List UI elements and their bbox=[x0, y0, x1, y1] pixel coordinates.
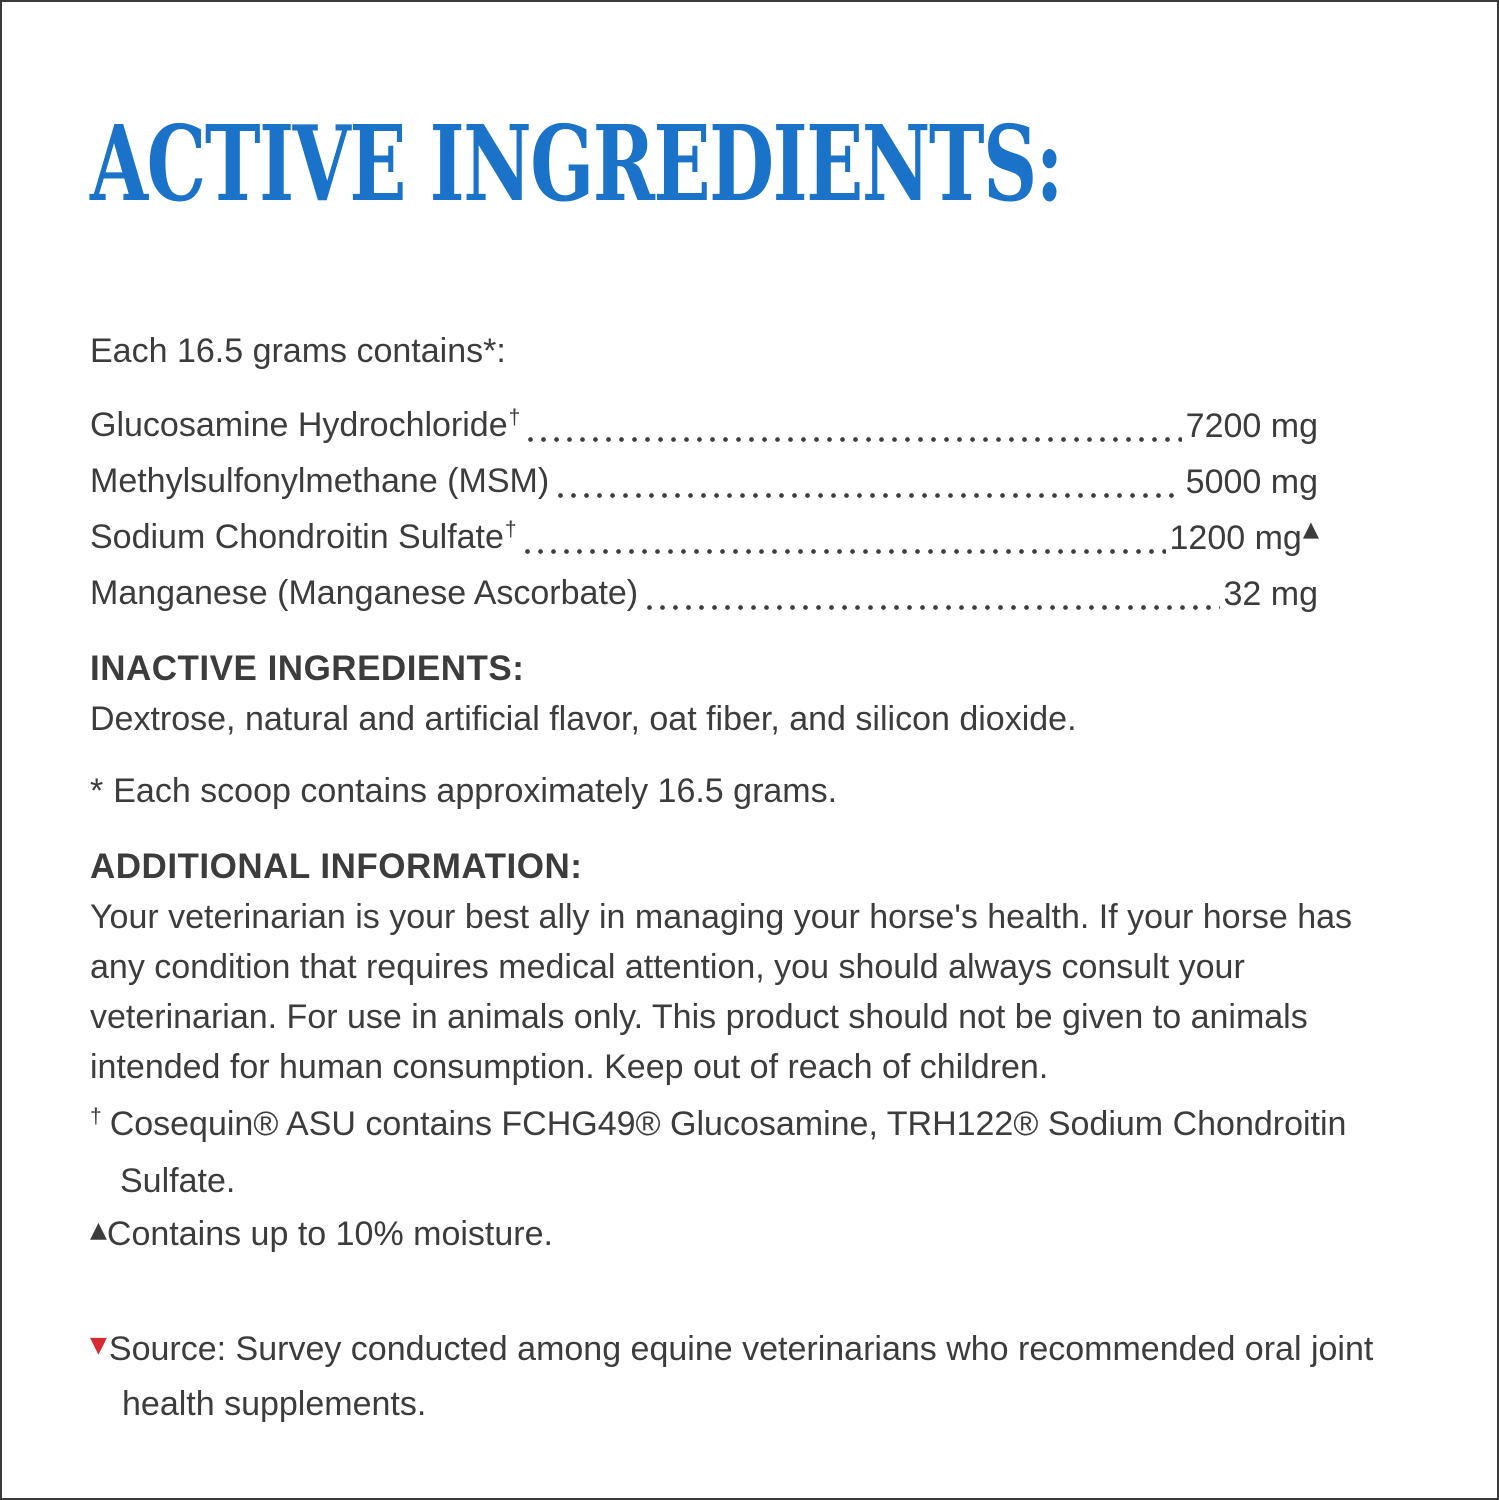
ingredient-amount-text: 7200 mg bbox=[1185, 407, 1318, 445]
scoop-footnote-text: Each scoop contains approximately 16.5 grams. bbox=[113, 772, 838, 810]
dot-leader bbox=[524, 437, 1181, 442]
inactive-ingredients-body: Dextrose, natural and artificial flavor, oat fiber, and silicon dioxide. bbox=[90, 700, 1077, 738]
dagger-mark: † bbox=[90, 1105, 102, 1128]
ingredient-name-text: Glucosamine Hydrochloride bbox=[90, 406, 508, 444]
dagger-mark: † bbox=[504, 518, 517, 541]
ingredient-name-text: Sodium Chondroitin Sulfate bbox=[90, 518, 504, 556]
ingredient-amount-text: 5000 mg bbox=[1185, 463, 1318, 501]
moisture-footnote bbox=[90, 1211, 1407, 1262]
inactive-ingredients-heading: INACTIVE INGREDIENTS: bbox=[90, 649, 525, 688]
dot-leader bbox=[554, 493, 1182, 498]
additional-information-body: Your veterinarian is your best ally in managing your horse's health. If your horse has any condition that requires medical attention, you should always consult your veterinarian. For use in animals only. This product should not be given to animals intended for human consumption. Keep out of reach of children. bbox=[90, 898, 1353, 1086]
source-footnote bbox=[90, 1324, 1402, 1429]
scoop-footnote bbox=[90, 768, 1407, 814]
ingredient-amount-text: 32 mg bbox=[1223, 575, 1318, 613]
ingredient-row bbox=[90, 398, 1319, 454]
ingredient-row bbox=[90, 510, 1319, 566]
ingredient-amount bbox=[1224, 570, 1320, 622]
ingredient-name bbox=[90, 401, 520, 454]
ingredient-name-text: Methylsulfonylmethane (MSM) bbox=[90, 462, 550, 500]
asterisk-mark: * bbox=[90, 772, 104, 810]
ingredient-amount bbox=[1186, 402, 1319, 454]
dagger-mark: † bbox=[508, 406, 521, 429]
serving-size-line: Each 16.5 grams contains*: bbox=[90, 332, 506, 370]
dot-leader bbox=[643, 605, 1219, 610]
ingredient-name bbox=[90, 513, 517, 566]
ingredient-name bbox=[90, 569, 639, 622]
ingredient-name-text: Manganese (Manganese Ascorbate) bbox=[90, 574, 639, 612]
source-footnote-text: Source: Survey conducted among equine veterinarians who recommended oral joint health supplements. bbox=[108, 1330, 1374, 1423]
ingredient-row bbox=[90, 566, 1319, 622]
ingredient-amount bbox=[1170, 514, 1319, 566]
dot-leader bbox=[521, 549, 1166, 554]
ingredient-name bbox=[90, 457, 550, 510]
ingredient-row bbox=[90, 454, 1319, 510]
ingredient-amount bbox=[1186, 458, 1319, 510]
dagger-footnote bbox=[90, 1098, 1407, 1207]
triangle-mark: ▲ bbox=[1302, 517, 1319, 541]
dagger-footnote-text: Cosequin® ASU contains FCHG49® Glucosamine, TRH122® Sodium Chondroitin Sulfate. bbox=[109, 1105, 1347, 1200]
page-title: ACTIVE INGREDIENTS: bbox=[90, 102, 1062, 225]
ingredient-amount-text: 1200 mg bbox=[1169, 519, 1302, 557]
up-triangle-icon: ▲ bbox=[90, 1218, 107, 1243]
active-ingredients-list bbox=[90, 398, 1319, 622]
moisture-footnote-text: Contains up to 10% moisture. bbox=[106, 1215, 553, 1253]
down-triangle-icon: ▼ bbox=[90, 1333, 107, 1358]
additional-information-heading: ADDITIONAL INFORMATION: bbox=[90, 847, 583, 886]
label-content bbox=[2, 102, 1497, 1429]
